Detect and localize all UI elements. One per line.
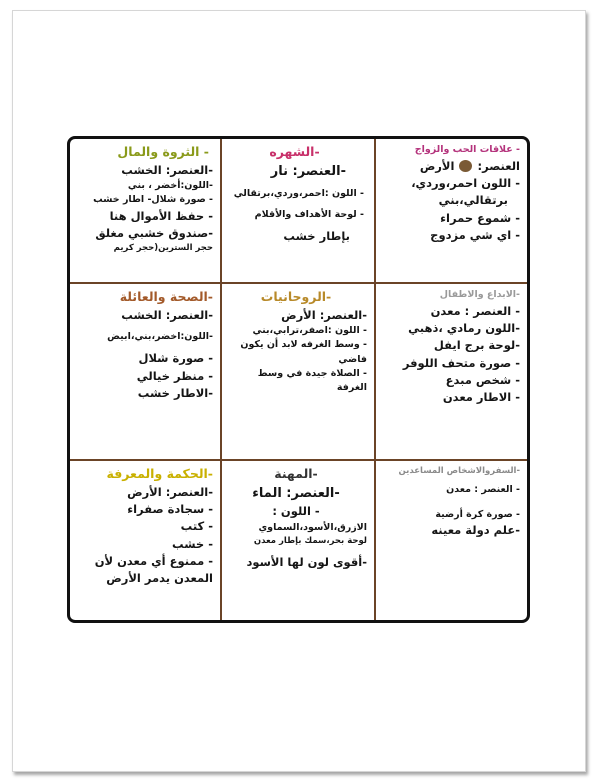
cell-career xyxy=(222,461,376,620)
love-line: - اي شي مزدوج xyxy=(430,227,520,242)
creativity-line: - شخص مبدع xyxy=(445,372,520,387)
love-element-line xyxy=(379,158,520,175)
creativity-line: - صورة متحف اللوفر xyxy=(402,355,520,370)
fame-line: - لوحة الأهداف والأقلام xyxy=(254,208,364,220)
wisdom-line: - خشب xyxy=(172,536,213,551)
cell-title-health: -الصحة والعائلة xyxy=(119,289,213,304)
cell-title-wisdom: -الحكمة والمعرفة xyxy=(106,466,213,481)
wealth-line: -صندوق خشبي مغلق xyxy=(95,225,213,240)
cell-title-spirituality: -الروحانيات xyxy=(260,289,332,304)
wealth-line: حجر السترين(حجر كريم xyxy=(113,243,213,254)
health-line: - منظر خيالي xyxy=(136,368,213,383)
love-line: الأرض xyxy=(419,158,455,173)
love-line: - اللون احمر،وردي، xyxy=(411,176,520,191)
travel-line: - العنصر : معدن xyxy=(446,484,520,496)
fame-line: بإطار خشب xyxy=(283,228,350,243)
spirituality-line: - اللون :اصفر،ترابي،بني xyxy=(252,325,367,337)
spirituality-line: - وسط الغرفه لابد أن يكون فاضي xyxy=(240,339,367,365)
career-line: لوحة بحر،سمك بإطار معدن xyxy=(253,535,367,546)
cell-love xyxy=(376,139,527,284)
creativity-line: - الاطار معدن xyxy=(442,390,520,405)
ink-blot-icon xyxy=(459,160,472,172)
cell-creativity xyxy=(376,284,527,461)
career-line: الازرق،الأسود،السماوي xyxy=(258,521,367,533)
wealth-line: - صورة شلال- اطار خشب xyxy=(93,194,213,206)
career-line: - اللون : xyxy=(272,504,320,519)
travel-line: -علم دولة معينه xyxy=(431,522,520,537)
career-line: -أقوى لون لها الأسود xyxy=(246,554,367,569)
cell-health xyxy=(70,284,222,461)
travel-line: - صورة كرة أرضية xyxy=(435,508,520,520)
career-line: -العنصر: الماء xyxy=(252,485,340,501)
health-line: -اللون:اخضر،بني،ابيض xyxy=(107,331,213,343)
wisdom-line: -العنصر: الأرض xyxy=(127,484,213,499)
wisdom-line: - سجادة صفراء xyxy=(127,502,213,517)
wisdom-line: - ممنوع أي معدن لأن المعدن يدمر الأرض xyxy=(94,553,213,585)
wealth-line: - حفظ الأموال هنا xyxy=(109,208,213,223)
wealth-line: -العنصر: الخشب xyxy=(121,162,213,177)
wealth-line: -اللون:أخضر ، بني xyxy=(127,180,213,192)
spirituality-line: - الصلاة جيدة في وسط الغرفة xyxy=(257,367,367,394)
health-line: -الاطار خشب xyxy=(137,385,213,400)
cell-title-career: -المهنة xyxy=(274,466,318,481)
cell-title-wealth: - الثروة والمال xyxy=(117,144,209,159)
spirituality-line: -العنصر: الأرض xyxy=(281,307,367,322)
cell-wisdom xyxy=(70,461,222,620)
love-line: - شموع حمراء xyxy=(440,210,520,225)
love-line: العنصر: xyxy=(477,158,520,173)
cell-title-love: - علاقات الحب والزواج xyxy=(414,144,520,155)
fame-line: - اللون :احمر،وردي،برتقالي xyxy=(233,188,364,200)
cell-spirituality xyxy=(222,284,376,461)
cell-travel xyxy=(376,461,527,620)
bagua-grid xyxy=(67,136,530,623)
cell-title-travel: -السفروالاشخاص المساعدين xyxy=(398,466,520,476)
fame-line: -العنصر: نار xyxy=(270,163,346,179)
cell-title-creativity: -الابداع والاطفال xyxy=(439,289,520,300)
wisdom-line: - كتب xyxy=(180,519,213,534)
cell-fame xyxy=(222,139,376,284)
creativity-line: -اللون رمادي ،ذهبي xyxy=(408,321,520,336)
love-line: برتقالي،بني xyxy=(438,193,508,208)
health-line: -العنصر: الخشب xyxy=(121,307,213,322)
health-line: - صورة شلال xyxy=(138,351,213,366)
creativity-line: -لوحة برج ايفل xyxy=(433,338,520,353)
creativity-line: - العنصر : معدن xyxy=(430,303,520,318)
cell-wealth xyxy=(70,139,222,284)
cell-title-fame: -الشهره xyxy=(269,144,320,159)
